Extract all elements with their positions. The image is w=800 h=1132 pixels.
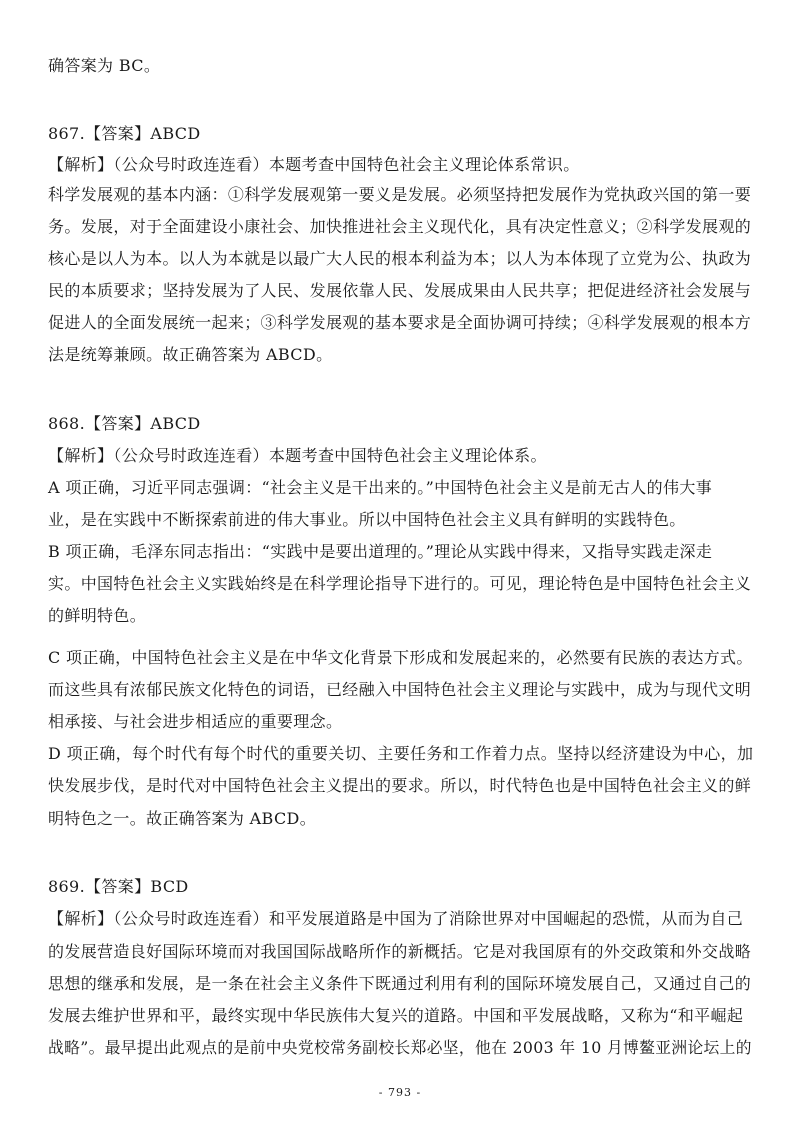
text-line: 战略”。最早提出此观点的是前中央党校常务副校长郑必坚，他在 2003 年 10 月博鳌亚洲论坛上的 (48, 1038, 752, 1057)
text-line: 民的本质要求；坚持发展为了人民、发展依靠人民、发展成果由人民共享；把促进经济社会发展与 (48, 281, 752, 300)
text-line: 实。中国特色社会主义实践始终是在科学理论指导下进行的。可见，理论特色是中国特色社会主义 (48, 574, 752, 593)
text-line: 思想的继承和发展，是一条在社会主义条件下既通过利用有利的国际环境发展自己，又通过自己的 (48, 974, 752, 993)
text-line: 的鲜明特色。 (48, 606, 147, 625)
text-line: 促进人的全面发展统一起来；③科学发展观的基本要求是全面协调可持续；④科学发展观的根本方 (48, 313, 752, 332)
answer-heading-869: 869.【答案】BCD (48, 877, 189, 896)
text-line: 核心是以人为本。以人为本就是以最广大人民的根本利益为本；以人为本体现了立党为公、执政为 (48, 249, 752, 268)
text-line: 务。发展，对于全面建设小康社会、加快推进社会主义现代化，具有决定性意义；②科学发展观的 (48, 217, 752, 236)
text-line: 发展去维护世界和平，最终实现中华民族伟大复兴的道路。中国和平发展战略，又称为“和平崛起 (48, 1006, 744, 1025)
answer-heading-867: 867.【答案】ABCD (48, 124, 201, 143)
text-line: 法是统筹兼顾。故正确答案为 ABCD。 (48, 345, 333, 364)
text-line: 业，是在实践中不断探索前进的伟大事业。所以中国特色社会主义具有鲜明的实践特色。 (48, 510, 686, 529)
analysis-line: 【解析】（公众号时政连连看）本题考查中国特色社会主义理论体系。 (48, 446, 547, 465)
analysis-line: 【解析】（公众号时政连连看）和平发展道路是中国为了消除世界对中国崛起的恐慌，从而为自己 (48, 909, 744, 928)
text-line: C 项正确，中国特色社会主义是在中华文化背景下形成和发展起来的，必然要有民族的表达方式。 (48, 648, 753, 667)
text-line: A 项正确，习近平同志强调：“社会主义是干出来的。”中国特色社会主义是前无古人的伟大事 (48, 478, 713, 497)
text-line: 而这些具有浓郁民族文化特色的词语，已经融入中国特色社会主义理论与实践中，成为与现代文明 (48, 680, 752, 699)
answer-heading-868: 868.【答案】ABCD (48, 414, 201, 433)
text-line: 相承接、与社会进步相适应的重要理念。 (48, 712, 343, 731)
text-line: 的发展营造良好国际环境而对我国国际战略所作的新概括。它是对我国原有的外交政策和外交战略 (48, 942, 752, 961)
analysis-line: 【解析】（公众号时政连连看）本题考查中国特色社会主义理论体系常识。 (48, 155, 580, 174)
text-line: 快发展步伐，是时代对中国特色社会主义提出的要求。所以，时代特色也是中国特色社会主义的鲜 (48, 776, 752, 795)
text-line: D 项正确，每个时代有每个时代的重要关切、主要任务和工作着力点。坚持以经济建设为中心，加 (48, 744, 754, 763)
text-line: B 项正确，毛泽东同志指出：“实践中是要出道理的。”理论从实践中得来，又指导实践走深走 (48, 542, 713, 561)
text-line: 确答案为 BC。 (48, 56, 161, 75)
page-number: - 793 - (378, 1086, 422, 1099)
text-line: 明特色之一。故正确答案为 ABCD。 (48, 809, 317, 828)
text-line: 科学发展观的基本内涵：①科学发展观第一要义是发展。必须坚持把发展作为党执政兴国的第一要 (48, 185, 752, 204)
document-page (48, 0, 756, 1132)
